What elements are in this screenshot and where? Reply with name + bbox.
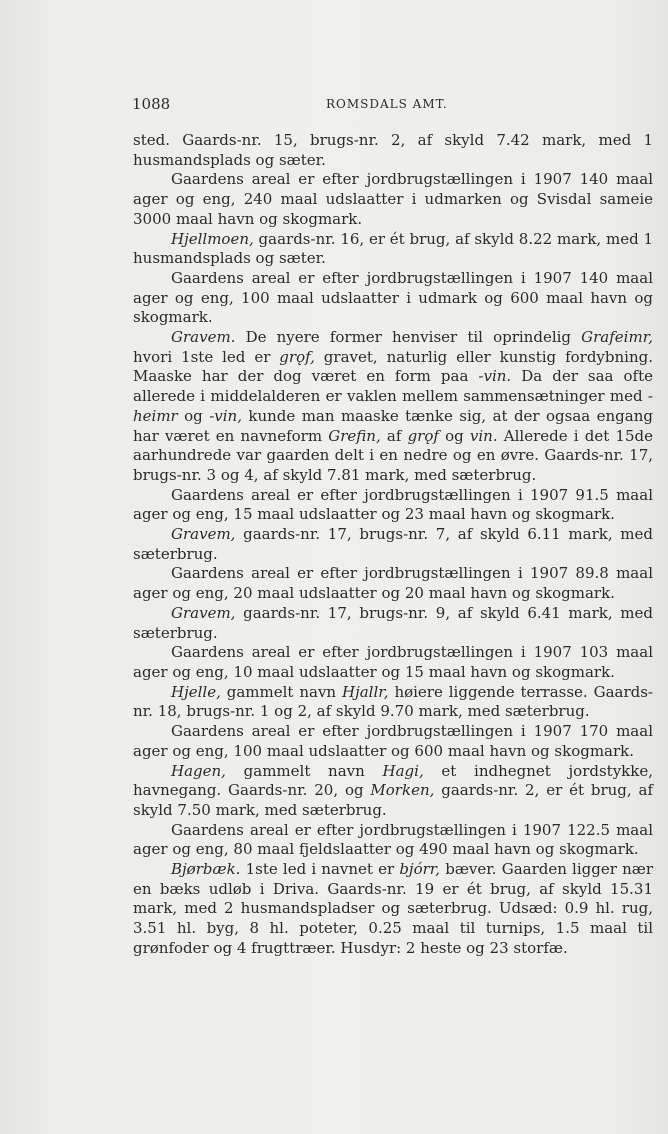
italic-text-run: grǫf, (279, 347, 315, 366)
text-run: De nyere former henviser til oprindelig (235, 328, 582, 347)
text-run: Gaardens areal er efter jordbrugstællingen i 1907 170 maal ager og eng, 100 maal udslaatter og 600 maal havn og skogmark. (133, 722, 653, 760)
paragraph (133, 486, 653, 525)
italic-text-run: Gravem, (171, 603, 236, 622)
italic-text-run: bjórr, (399, 860, 441, 879)
text-run: hvori 1ste led er (133, 347, 280, 366)
italic-text-run: Hagen, (171, 761, 226, 780)
paragraph (133, 683, 653, 722)
paragraph (133, 564, 653, 603)
text-run: gammelt navn (225, 761, 383, 780)
paragraph (133, 230, 653, 269)
italic-text-run: grǫf (407, 426, 439, 445)
italic-text-run: Gravem. (171, 328, 236, 347)
paragraph (133, 269, 653, 328)
italic-text-run: Grafeimr, (581, 328, 653, 347)
text-run: gammelt navn (220, 682, 342, 701)
italic-text-run: Grefin, (328, 426, 381, 445)
text-run: af (380, 426, 408, 445)
italic-text-run: Bjørbæk. (171, 860, 241, 879)
text-run: gravet, naturlig eller kunstig fordybning. Maaske har der dog været en form paa (133, 347, 653, 386)
text-run: og (177, 406, 210, 425)
italic-text-run: Hagi, (382, 761, 424, 780)
italic-text-run: -heimr (133, 387, 653, 425)
italic-text-run: Hjallr, (341, 682, 389, 701)
paragraph (133, 762, 653, 821)
italic-text-run: Gravem, (171, 525, 236, 544)
paragraph (133, 328, 653, 486)
text-run: Da der saa ofte allerede i middelalderen er vaklen mellem sammensætninger med (133, 367, 653, 406)
italic-text-run: Morken, (370, 781, 435, 800)
italic-text-run: -vin, (209, 406, 242, 425)
text-run: Gaardens areal er efter jordbrugstællingen i 1907 91.5 maal ager og eng, 15 maal udslaatter og 23 maal havn og skogmark. (133, 485, 653, 524)
text-run: høiere liggende terrasse. Gaards-nr. 18, brugs-nr. 1 og 2, af skyld 9.70 mark, med sæterbrug. (133, 682, 653, 721)
text-run: gaards-nr. 16, er ét brug, af skyld 8.22 mark, med 1 husmandsplads og sæter. (133, 229, 653, 268)
text-run: gaards-nr. 17, brugs-nr. 9, af skyld 6.41 mark, med sæterbrug. (133, 603, 653, 642)
text-run: Gaardens areal er efter jordbrugstællingen i 1907 103 maal ager og eng, 10 maal udslaatter og 15 maal havn og skogmark. (133, 643, 653, 681)
text-run: gaards-nr. 2, er ét brug, af skyld 7.50 mark, med sæterbrug. (133, 781, 653, 819)
running-head: ROMSDALS AMT. (326, 97, 448, 111)
italic-text-run: Hjelle, (171, 682, 221, 701)
italic-text-run: Hjellmoen, (171, 229, 254, 248)
text-run: og (438, 426, 470, 445)
text-run: Gaardens areal er efter jordbrugstællingen i 1907 140 maal ager og eng, 240 maal udslaatter i udmarken og Svisdal sameie 3000 maal havn og skogmark. (133, 170, 653, 228)
paragraph (133, 170, 653, 229)
text-run: et indhegnet jordstykke, havnegang. Gaards-nr. 20, og (133, 761, 653, 800)
text-run: kunde man maaske tænke sig, at der ogsaa engang har været en navneform (133, 406, 653, 445)
text-run: gaards-nr. 17, brugs-nr. 7, af skyld 6.11 mark, med sæterbrug. (133, 525, 653, 563)
paragraph (133, 131, 653, 170)
text-run: Gaardens areal er efter jordbrugstællingen i 1907 89.8 maal ager og eng, 20 maal udslaatter og 20 maal havn og skogmark. (133, 564, 653, 603)
text-run: 1ste led i navnet er (240, 860, 400, 879)
paragraph (133, 860, 653, 959)
italic-text-run: vin. (469, 426, 498, 445)
body-text (133, 131, 653, 959)
paragraph (133, 821, 653, 860)
paragraph (133, 525, 653, 564)
paragraph (133, 643, 653, 682)
paragraph (133, 604, 653, 643)
page-number: 1088 (132, 95, 171, 113)
text-run: Allerede i det 15de aarhundrede var gaarden delt i en nedre og en øvre. Gaards-nr. 17, brugs-nr. 3 og 4, af skyld 7.81 mark, med sæterbrug. (133, 426, 654, 484)
italic-text-run: -vin. (478, 367, 512, 386)
paragraph (133, 722, 653, 761)
text-run: Gaardens areal er efter jordbrugstællingen i 1907 140 maal ager og eng, 100 maal udslaatter i udmark og 600 maal havn og skogmark. (133, 268, 653, 327)
text-run: sted. Gaards-nr. 15, brugs-nr. 2, af skyld 7.42 mark, med 1 husmandsplads og sæter. (133, 131, 653, 169)
text-run: bæver. Gaarden ligger nær en bæks udløb i Driva. Gaards-nr. 19 er ét brug, af skyld 15.31 mark, med 2 husmandspladser og sæterbrug. Udsæd: 0.9 hl. rug, 3.51 hl. byg, 8 hl. poteter, 0.25 maal til turnips, 1.5 maal til grønfoder og 4 frugttræer. Husdyr: 2 heste og 23 storfæ. (133, 860, 653, 957)
page-header (132, 95, 652, 117)
text-run: Gaardens areal er efter jordbrugstællingen i 1907 122.5 maal ager og eng, 80 maal fjeldslaatter og 490 maal havn og skogmark. (133, 820, 653, 859)
